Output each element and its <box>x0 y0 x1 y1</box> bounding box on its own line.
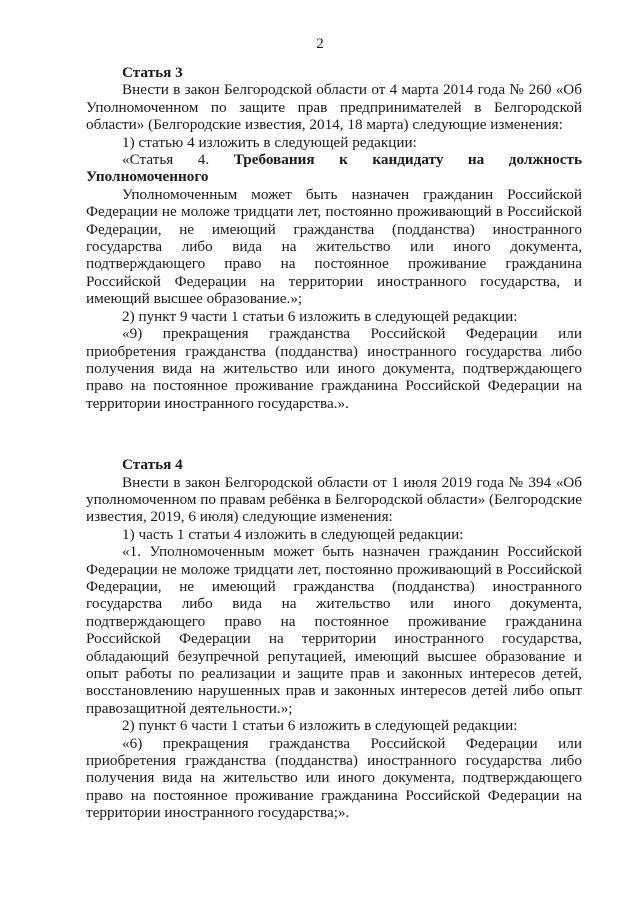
article-4 <box>86 456 582 822</box>
article-3-quoted-title <box>86 151 582 186</box>
article-3-item-2-text: «9) прекращения гражданства Российской Федерации или приобретения гражданства (подданства) иностранного государства либо получения вида на жительство или иного документа, подтверждающего право на постоянное проживание гражданина Российской Федерации на территории иностранного государства.». <box>86 325 582 412</box>
article-3-quoted-title-prefix: «Статья 4. <box>122 151 234 169</box>
article-3-item-1: 1) статью 4 изложить в следующей редакции: <box>122 133 417 151</box>
article-3-item-2: 2) пункт 9 части 1 статьи 6 изложить в следующей редакции: <box>122 307 518 325</box>
article-spacer <box>86 412 582 456</box>
document-body <box>86 64 582 822</box>
article-3 <box>86 64 582 412</box>
article-3-quoted-text: Уполномоченным может быть назначен гражданин Российской Федерации не моложе тридцати лет, постоянно проживающий в Российской Федерации, не имеющий гражданства (подданства) иностранного государства либо вида на жительство или иного документа, подтверждающего право на постоянное проживание гражданина Российской Федерации на территории иностранного государства, и имеющий высшее образование.»; <box>86 185 582 308</box>
article-4-item-1: 1) часть 1 статьи 4 изложить в следующей редакции: <box>122 525 464 543</box>
article-4-intro: Внести в закон Белгородской области от 1 июля 2019 года № 394 «Об уполномоченном по правам ребёнка в Белгородской области» (Белгородские известия, 2019, 6 июля) следующие изменения: <box>86 473 582 526</box>
article-4-item-2: 2) пункт 6 части 1 статьи 6 изложить в следующей редакции: <box>122 717 518 735</box>
page-number: 2 <box>316 36 324 52</box>
article-4-item-1-text: «1. Уполномоченным может быть назначен гражданин Российской Федерации не моложе тридцати лет, постоянно проживающий в Российской Федерации, не имеющий гражданства (подданства) иностранного государства либо вида на жительство или иного документа, подтверждающего право на постоянное проживание гражданина Российской Федерации на территории иностранного государства, обладающий безупречной репутацией, имеющий высшее образование и опыт работы по реализации и защите прав и законных интересов детей, восстановлению нарушенных прав и законных интересов детей либо опыт правозащитной деятельности.»; <box>86 543 582 717</box>
article-3-intro: Внести в закон Белгородской области от 4 марта 2014 года № 260 «Об Уполномоченном по защите прав предпринимателей в Белгородской области» (Белгородские известия, 2014, 18 марта) следующие изменения: <box>86 81 582 134</box>
article-4-item-2-text: «6) прекращения гражданства Российской Федерации или приобретения гражданства (подданства) иностранного государства либо получения вида на жительство или иного документа, подтверждающего право на постоянное проживание гражданина Российской Федерации на территории иностранного государства;». <box>86 734 582 822</box>
article-4-heading: Статья 4 <box>122 456 183 474</box>
article-3-quoted-title-bold: Требования к кандидату на должность Уполномоченного <box>86 151 582 186</box>
article-3-heading: Статья 3 <box>122 64 183 81</box>
